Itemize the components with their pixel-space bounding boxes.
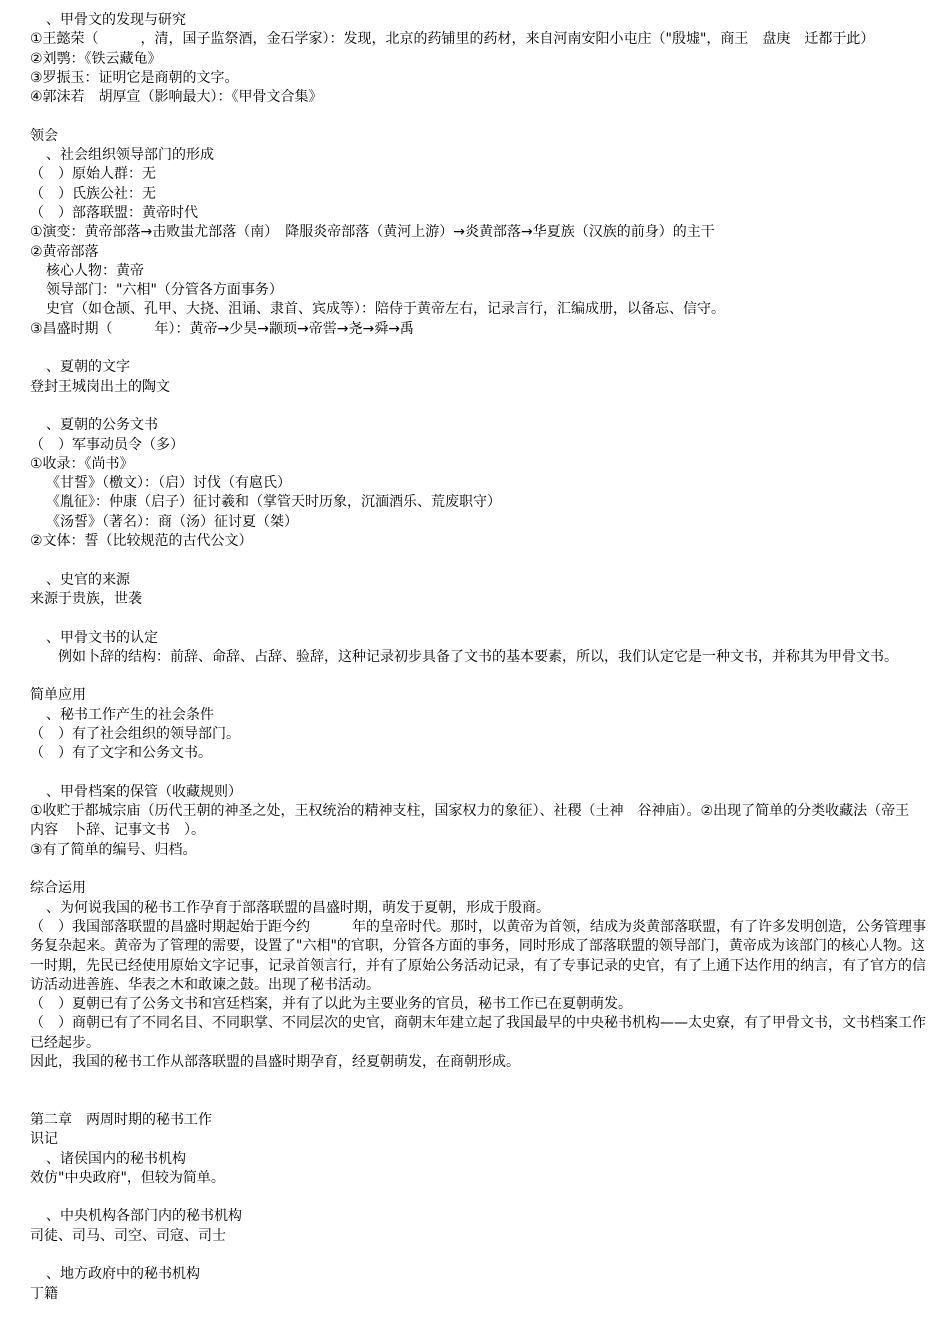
spacer bbox=[30, 107, 936, 126]
text-line: 丁籍 bbox=[30, 1285, 58, 1302]
section-heading: 领会 bbox=[30, 127, 58, 144]
text-line: 《汤誓》（著名）：商（汤）征讨夏（桀） bbox=[46, 513, 298, 530]
section-heading: 简单应用 bbox=[30, 687, 86, 704]
text-line: （ ）军事动员令（多） bbox=[30, 436, 184, 453]
paragraph: （ ）我国部落联盟的昌盛时期起始于距今约 年的皇帝时代。那时，以黄帝为首领，结成为炎黄部落联盟，有了许多发明创造，公务管理事务复杂起来。黄帝为了管理的需要，设置了"六相"的官职，分管各方面的事务，同时形成了部落联盟的领导部门，黄帝成为该部门的核心人物。这一时期，先民已经使用原始文字记事，记录首领言行，并有了原始公务活动记录，有了专事记录的史官，有了上通下达作用的纳言，有了官方的信访活动进善旌、华表之木和敢谏之鼓。出现了秘书活动。 bbox=[30, 918, 926, 993]
subsection-heading: 、为何说我国的秘书工作孕育于部落联盟的昌盛时期，萌发于夏朝，形成于殷商。 bbox=[46, 899, 550, 916]
spacer bbox=[30, 667, 936, 686]
text-line: ②刘鹗：《铁云藏龟》 bbox=[30, 50, 162, 67]
text-line: （ ）有了社会组织的领导部门。 bbox=[30, 725, 240, 742]
spacer bbox=[30, 1188, 936, 1207]
subsection-heading: 、中央机构各部门内的秘书机构 bbox=[46, 1208, 242, 1225]
text-line: 效仿"中央政府"，但较为简单。 bbox=[30, 1169, 225, 1186]
text-line: （ ）原始人群：无 bbox=[30, 166, 156, 183]
text-line: ①收录：《尚书》 bbox=[30, 455, 134, 472]
text-line: ③昌盛时期（ 年）：黄帝→少昊→颛顼→帝喾→尧→舜→禹 bbox=[30, 320, 414, 337]
section-heading: 、甲骨文书的认定 bbox=[46, 629, 158, 646]
text-line: 《甘誓》（檄文）：（启）讨伐（有扈氏） bbox=[46, 475, 291, 492]
section-heading: 、甲骨档案的保管（收藏规则） bbox=[46, 783, 242, 800]
text-line: 核心人物：黄帝 bbox=[46, 262, 144, 279]
chapter-title: 第二章 两周时期的秘书工作 bbox=[30, 1111, 212, 1128]
spacer bbox=[30, 1072, 936, 1111]
text-line: ③有了简单的编号、归档。 bbox=[30, 841, 197, 858]
text-line: （ ）有了文字和公务文书。 bbox=[30, 745, 212, 762]
text-line: ②黄帝部落 bbox=[30, 243, 99, 260]
text-line: ①王懿荣（ ，清，国子监祭酒，金石学家）：发现，北京的药铺里的药材，来自河南安阳小屯庄（"殷墟"，商王 盘庚 迁都于此） bbox=[30, 31, 875, 48]
text-line: ③罗振玉：证明它是商朝的文字。 bbox=[30, 69, 239, 86]
section-heading: 识记 bbox=[30, 1131, 58, 1148]
spacer bbox=[30, 397, 936, 416]
text-line: ④郭沫若 胡厚宣（影响最大）：《甲骨文合集》 bbox=[30, 89, 323, 106]
paragraph: （ ）夏朝已有了公务文书和宫廷档案，并有了以此为主要业务的官员，秘书工作已在夏朝萌发。 bbox=[30, 996, 632, 1013]
spacer bbox=[30, 551, 936, 570]
spacer bbox=[30, 609, 936, 628]
text-line: 领导部门："六相"（分管各方面事务） bbox=[46, 282, 283, 299]
paragraph: （ ）商朝已有了不同名目、不同职掌、不同层次的史官，商朝末年建立起了我国最早的中央秘书机构——太史寮，有了甲骨文书，文书档案工作已经起步。 bbox=[30, 1015, 926, 1051]
subsection-heading: 、秘书工作产生的社会条件 bbox=[46, 706, 214, 723]
section-heading: 、甲骨文的发现与研究 bbox=[46, 12, 186, 28]
subsection-heading: 、地方政府中的秘书机构 bbox=[46, 1266, 200, 1283]
text-line: 来源于贵族，世袭 bbox=[30, 590, 142, 607]
text-line: 司徒、司马、司空、司寇、司士 bbox=[30, 1227, 226, 1244]
text-line: 《胤征》：仲康（启子）征讨羲和（掌管天时历象，沉湎酒乐、荒废职守） bbox=[46, 494, 501, 511]
spacer bbox=[30, 860, 936, 879]
document-page bbox=[30, 11, 936, 1304]
paragraph: 例如卜辞的结构：前辞、命辞、占辞、验辞，这种记录初步具备了文书的基本要素，所以，我们认定它是一种文书，并称其为甲骨文书。 bbox=[58, 648, 898, 665]
text-line: ②文体：誓（比较规范的古代公文） bbox=[30, 533, 253, 550]
text-line: ①演变：黄帝部落→击败蚩尤部落（南） 降服炎帝部落（黄河上游）→炎黄部落→华夏族（汉族的前身）的主干 bbox=[30, 224, 715, 241]
paragraph: ①收贮于都城宗庙（历代王朝的神圣之处，王权统治的精神支柱，国家权力的象征）、社稷（土神 谷神庙）。②出现了简单的分类收藏法（帝王 内容 卜辞、记事文书 ）。 bbox=[30, 803, 938, 839]
text-line: （ ）氏族公社：无 bbox=[30, 185, 156, 202]
subsection-heading: 、诸侯国内的秘书机构 bbox=[46, 1150, 186, 1167]
spacer bbox=[30, 339, 936, 358]
text-line: 因此，我国的秘书工作从部落联盟的昌盛时期孕育，经夏朝萌发，在商朝形成。 bbox=[30, 1054, 520, 1071]
spacer bbox=[30, 1246, 936, 1265]
spacer bbox=[30, 764, 936, 783]
section-heading: 、史官的来源 bbox=[46, 571, 130, 588]
section-heading: 、夏朝的公务文书 bbox=[46, 417, 158, 434]
section-heading: 、夏朝的文字 bbox=[46, 359, 130, 376]
text-line: 登封王城岗出土的陶文 bbox=[30, 378, 170, 395]
text-line: （ ）部落联盟：黄帝时代 bbox=[30, 204, 198, 221]
text-line: 史官（如仓颉、孔甲、大挠、沮诵、隶首、宾成等）：陪侍于黄帝左右，记录言行，汇编成册，以备忘、信守。 bbox=[46, 301, 725, 318]
section-heading: 综合运用 bbox=[30, 880, 86, 897]
subsection-heading: 、社会组织领导部门的形成 bbox=[46, 147, 214, 164]
